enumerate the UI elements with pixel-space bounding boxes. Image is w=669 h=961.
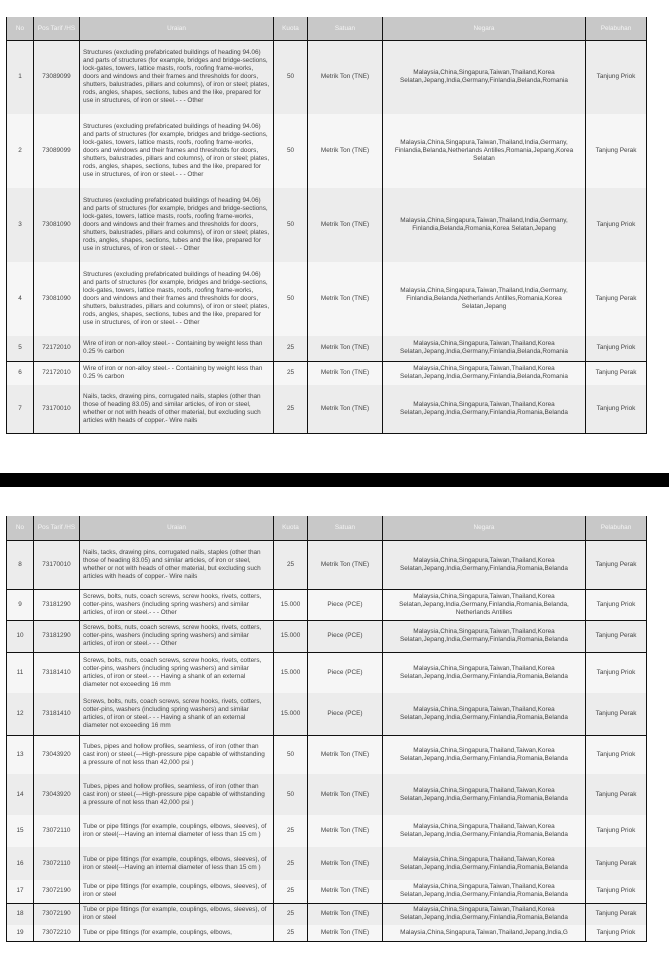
cell-negara: Malaysia,China,Singapura,Thailand,Taiwan,Korea Selatan,Jepang,India,Germany,Finlandia,Romania,Belanda [383,774,586,815]
header-no: No [7,516,34,540]
cell-kuota: 50 [274,188,308,262]
table-row [7,693,647,735]
table-row [7,385,647,433]
cell-hs-code: 73181410 [34,652,80,693]
cell-negara: Malaysia,China,Singapura,Taiwan,Thailand,India,Germany, Finlandia,Belanda,Netherlands Antilles,Romania,Jepang,Korea Selatan [383,114,586,188]
cell-hs-code: 73072190 [34,903,80,925]
cell-hs-code: 73181290 [34,589,80,620]
cell-negara: Malaysia,China,Singapura,Taiwan,Thailand,Korea Selatan,Jepang,India,Germany,Finlandia,Romania,Belanda, Netherlands Antilles [383,589,586,620]
cell-hs-code: 73181290 [34,620,80,652]
cell-uraian: Structures (excluding prefabricated buildings of heading 94.06) and parts of structures (for example, bridges and bridge-sections, lock-gates, towers, lattice masts, roofs, roofing frame-works, doors and windows and their frames and thresholds for doors, shutters, balustrades, pillars and columns), of iron or steel; plates, rods, angles, shapes, sections, tubes and the like, prepared for use in structures, of iron or steel.- - Other [80,188,274,262]
cell-satuan: Metrik Ton (TNE) [308,262,383,336]
cell-kuota: 25 [274,540,308,589]
cell-pelabuhan: Tanjung Priok [586,880,647,903]
cell-uraian: Tube or pipe fittings (for example, couplings, elbows, [80,925,274,941]
cell-pelabuhan: Tanjung Perak [586,903,647,925]
header-uraian: Uraian [80,17,274,40]
cell-hs-code: 72172010 [34,361,80,385]
cell-pelabuhan: Tanjung Priok [586,589,647,620]
table-row [7,815,647,847]
cell-no: 9 [7,589,34,620]
cell-satuan: Metrik Ton (TNE) [308,188,383,262]
quota-table-page-1 [6,17,647,434]
cell-pelabuhan: Tanjung Priok [586,815,647,847]
table-row [7,880,647,903]
cell-hs-code: 73081090 [34,262,80,336]
cell-satuan: Metrik Ton (TNE) [308,847,383,880]
cell-hs-code: 73072190 [34,880,80,903]
table-row [7,262,647,336]
cell-negara: Malaysia,China,Singapura,Taiwan,Thailand,India,Germany, Finlandia,Belanda,Romania,Korea Selatan,Jepang [383,188,586,262]
table-header-row [7,516,647,540]
cell-kuota: 25 [274,903,308,925]
cell-negara: Malaysia,China,Singapura,Taiwan,Thailand,Korea Selatan,Jepang,India,Germany,Finlandia,Romania,Belanda [383,652,586,693]
cell-kuota: 25 [274,925,308,941]
cell-satuan: Piece (PCE) [308,620,383,652]
cell-no: 4 [7,262,34,336]
cell-hs-code: 73072110 [34,847,80,880]
cell-satuan: Piece (PCE) [308,652,383,693]
cell-hs-code: 72172010 [34,336,80,361]
cell-no: 6 [7,361,34,385]
cell-hs-code: 73043920 [34,774,80,815]
cell-kuota: 50 [274,40,308,114]
quota-table-page-2 [6,516,647,942]
cell-satuan: Metrik Ton (TNE) [308,903,383,925]
cell-no: 1 [7,40,34,114]
cell-pelabuhan: Tanjung Priok [586,735,647,774]
cell-no: 3 [7,188,34,262]
cell-negara: Malaysia,China,Singapura,Taiwan,Thailand,Korea Selatan,Jepang,India,Germany,Finlandia,Romania,Belanda [383,620,586,652]
cell-hs-code: 73072110 [34,815,80,847]
header-negara: Negara [383,17,586,40]
cell-uraian: Tube or pipe fittings (for example, couplings, elbows, sleeves), of iron or steel [80,880,274,903]
cell-uraian: Nails, tacks, drawing pins, corrugated nails, staples (other than those of heading 83.05) and similar articles, of iron or steel, whether or not with heads of other material, but excluding such articles with heads of copper.- Wire nails [80,385,274,433]
cell-negara: Malaysia,China,Singapura,Taiwan,Thailand,Korea Selatan,Jepang,India,Germany,Finlandia,Romania,Belanda [383,693,586,735]
table-row [7,40,647,114]
cell-kuota: 25 [274,815,308,847]
cell-pelabuhan: Tanjung Priok [586,188,647,262]
cell-hs-code: 73170010 [34,540,80,589]
cell-uraian: Structures (excluding prefabricated buildings of heading 94.06) and parts of structures (for example, bridges and bridge-sections, lock-gates, towers, lattice masts, roofs, roofing frame-works, doors and windows and their frames and thresholds for doors, shutters, balustrades, pillars and columns), of iron or steel; plates, rods, angles, shapes, sections, tubes and the like, prepared for use in structures, of iron or steel.- - - Other [80,114,274,188]
cell-negara: Malaysia,China,Singapura,Taiwan,Thailand,India,Germany, Finlandia,Belanda,Netherlands Antilles,Romania,Korea Selatan,Jepang [383,262,586,336]
page-separator-bar [0,473,669,487]
cell-hs-code: 73089099 [34,114,80,188]
cell-uraian: Structures (excluding prefabricated buildings of heading 94.06) and parts of structures (for example, bridges and bridge-sections, lock-gates, towers, lattice masts, roofs, roofing frame-works, doors and windows and their frames and thresholds for doors, shutters, balustrades, pillars and columns), of iron or steel; plates, rods, angles, shapes, sections, tubes and the like, prepared for use in structures, of iron or steel.- - - Other [80,40,274,114]
header-kuota: Kuota [274,516,308,540]
cell-uraian: Wire of iron or non-alloy steel.- - Containing by weight less than 0.25 % carbon [80,336,274,361]
cell-pelabuhan: Tanjung Priok [586,40,647,114]
cell-uraian: Tube or pipe fittings (for example, couplings, elbows, sleeves), of iron or steel(---Having an internal diameter of less than 15 cm ) [80,815,274,847]
header-no: No [7,17,34,40]
table-row [7,114,647,188]
table-row [7,652,647,693]
cell-pelabuhan: Tanjung Perak [586,774,647,815]
header-uraian: Uraian [80,516,274,540]
cell-pelabuhan: Tanjung Priok [586,385,647,433]
cell-uraian: Screws, bolts, nuts, coach screws, screw hooks, rivets, cotters, cotter-pins, washers (including spring washers) and similar articles, of iron or steel.- - - Having a shank of an external diameter not exceeding 16 mm [80,693,274,735]
cell-uraian: Screws, bolts, nuts, coach screws, screw hooks, rivets, cotters, cotter-pins, washers (including spring washers) and similar articles, of iron or steel.- - - Having a shank of an external diameter not exceeding 16 mm [80,652,274,693]
cell-uraian: Screws, bolts, nuts, coach screws, screw hooks, rivets, cotters, cotter-pins, washers (including spring washers) and similar articles, of iron or steel.- - - Other [80,589,274,620]
cell-satuan: Metrik Ton (TNE) [308,540,383,589]
cell-no: 14 [7,774,34,815]
cell-kuota: 15.000 [274,620,308,652]
cell-pelabuhan: Tanjung Perak [586,540,647,589]
table-row [7,774,647,815]
cell-no: 11 [7,652,34,693]
table-row [7,903,647,925]
cell-satuan: Metrik Ton (TNE) [308,336,383,361]
cell-kuota: 15.000 [274,693,308,735]
cell-hs-code: 73043920 [34,735,80,774]
table-row [7,540,647,589]
cell-negara: Malaysia,China,Singapura,Taiwan,Thailand,Korea Selatan,Jepang,India,Germany,Finlandia,Belanda,Romania [383,40,586,114]
cell-kuota: 25 [274,361,308,385]
cell-kuota: 50 [274,735,308,774]
cell-pelabuhan: Tanjung Priok [586,925,647,941]
cell-negara: Malaysia,China,Singapura,Thailand,Taiwan,Korea Selatan,Jepang,India,Germany,Finlandia,Romania,Belanda [383,847,586,880]
cell-pelabuhan: Tanjung Perak [586,847,647,880]
cell-kuota: 50 [274,774,308,815]
cell-hs-code: 73081090 [34,188,80,262]
table-row [7,336,647,361]
cell-kuota: 25 [274,336,308,361]
cell-kuota: 15.000 [274,652,308,693]
table-header-row [7,17,647,40]
cell-satuan: Metrik Ton (TNE) [308,40,383,114]
cell-satuan: Metrik Ton (TNE) [308,735,383,774]
cell-no: 12 [7,693,34,735]
cell-no: 10 [7,620,34,652]
cell-negara: Malaysia,China,Singapura,Taiwan,Thailand,Korea Selatan,Jepang,India,Germany,Finlandia,Romania,Belanda [383,903,586,925]
cell-pelabuhan: Tanjung Perak [586,114,647,188]
header-kuota: Kuota [274,17,308,40]
cell-negara: Malaysia,China,Singapura,Taiwan,Thailand,Korea Selatan,Jepang,India,Germany,Finlandia,Romania,Belanda [383,385,586,433]
cell-no: 17 [7,880,34,903]
cell-uraian: Tubes, pipes and hollow profiles, seamless, of iron (other than cast iron) or steel.(---High-pressure pipe capable of withstanding a pressure of not less than 42,000 psi ) [80,735,274,774]
cell-pelabuhan: Tanjung Priok [586,336,647,361]
table-row [7,847,647,880]
cell-kuota: 25 [274,880,308,903]
cell-no: 2 [7,114,34,188]
cell-satuan: Metrik Ton (TNE) [308,114,383,188]
cell-no: 7 [7,385,34,433]
cell-negara: Malaysia,China,Singapura,Taiwan,Thailand,Korea Selatan,Jepang,India,Germany,Finlandia,Romania,Belanda [383,880,586,903]
cell-satuan: Metrik Ton (TNE) [308,925,383,941]
cell-negara: Malaysia,China,Singapura,Taiwan,Thailand,Korea Selatan,Jepang,India,Germany,Finlandia,Belanda,Romania [383,361,586,385]
cell-no: 18 [7,903,34,925]
cell-uraian: Structures (excluding prefabricated buildings of heading 94.06) and parts of structures (for example, bridges and bridge-sections, lock-gates, towers, lattice masts, roofs, roofing frame-works, doors and windows and their frames and thresholds for doors, shutters, balustrades, pillars and columns), of iron or steel; plates, rods, angles, shapes, sections, tubes and the like, prepared for use in structures, of iron or steel.- - Other [80,262,274,336]
cell-pelabuhan: Tanjung Perak [586,693,647,735]
header-pelabuhan: Pelabuhan [586,17,647,40]
cell-uraian: Tube or pipe fittings (for example, couplings, elbows, sleeves), of iron or steel [80,903,274,925]
cell-uraian: Wire of iron or non-alloy steel.- - Containing by weight less than 0.25 % carbon [80,361,274,385]
cell-satuan: Metrik Ton (TNE) [308,880,383,903]
cell-kuota: 50 [274,262,308,336]
cell-kuota: 15.000 [274,589,308,620]
cell-no: 19 [7,925,34,941]
cell-hs-code: 73072210 [34,925,80,941]
header-satuan: Satuan [308,17,383,40]
cell-satuan: Metrik Ton (TNE) [308,361,383,385]
header-hs: Pos Tarif /HS [34,17,80,40]
cell-no: 16 [7,847,34,880]
cell-pelabuhan: Tanjung Perak [586,620,647,652]
cell-pelabuhan: Tanjung Priok [586,652,647,693]
cell-satuan: Piece (PCE) [308,693,383,735]
cell-hs-code: 73089099 [34,40,80,114]
cell-kuota: 25 [274,847,308,880]
header-negara: Negara [383,516,586,540]
cell-no: 13 [7,735,34,774]
cell-satuan: Metrik Ton (TNE) [308,385,383,433]
cell-negara: Malaysia,China,Singapura,Taiwan,Thailand,Korea Selatan,Jepang,India,Germany,Finlandia,Romania,Belanda [383,540,586,589]
cell-hs-code: 73181410 [34,693,80,735]
cell-uraian: Tubes, pipes and hollow profiles, seamless, of iron (other than cast iron) or steel.(---High-pressure pipe capable of withstanding a pressure of not less than 42,000 psi ) [80,774,274,815]
header-hs: Pos Tarif /HS [34,516,80,540]
cell-no: 15 [7,815,34,847]
cell-negara: Malaysia,China,Singapura,Thailand,Taiwan,Korea Selatan,Jepang,India,Germany,Finlandia,Romania,Belanda [383,735,586,774]
cell-negara: Malaysia,China,Singapura,Thailand,Taiwan,Korea Selatan,Jepang,India,Germany,Finlandia,Romania,Belanda [383,815,586,847]
header-pelabuhan: Pelabuhan [586,516,647,540]
cell-pelabuhan: Tanjung Perak [586,361,647,385]
cell-kuota: 25 [274,385,308,433]
cell-uraian: Tube or pipe fittings (for example, couplings, elbows, sleeves), of iron or steel(---Having an internal diameter of less than 15 cm ) [80,847,274,880]
table-row [7,361,647,385]
table-row [7,925,647,941]
cell-pelabuhan: Tanjung Perak [586,262,647,336]
header-satuan: Satuan [308,516,383,540]
cell-no: 5 [7,336,34,361]
cell-satuan: Metrik Ton (TNE) [308,815,383,847]
cell-kuota: 50 [274,114,308,188]
cell-uraian: Nails, tacks, drawing pins, corrugated nails, staples (other than those of heading 83.05) and similar articles, of iron or steel, whether or not with heads of other material, but excluding such articles with heads of copper.- Wire nails [80,540,274,589]
table-row [7,188,647,262]
cell-negara: Malaysia,China,Singapura,Taiwan,Thailand,Jepang,India,G [383,925,586,941]
table-row [7,589,647,620]
cell-satuan: Metrik Ton (TNE) [308,774,383,815]
cell-satuan: Piece (PCE) [308,589,383,620]
cell-no: 8 [7,540,34,589]
table-row [7,620,647,652]
cell-hs-code: 73170010 [34,385,80,433]
table-row [7,735,647,774]
cell-negara: Malaysia,China,Singapura,Taiwan,Thailand,Korea Selatan,Jepang,India,Germany,Finlandia,Belanda,Romania [383,336,586,361]
cell-uraian: Screws, bolts, nuts, coach screws, screw hooks, rivets, cotters, cotter-pins, washers (including spring washers) and similar articles, of iron or steel.- - - Other [80,620,274,652]
